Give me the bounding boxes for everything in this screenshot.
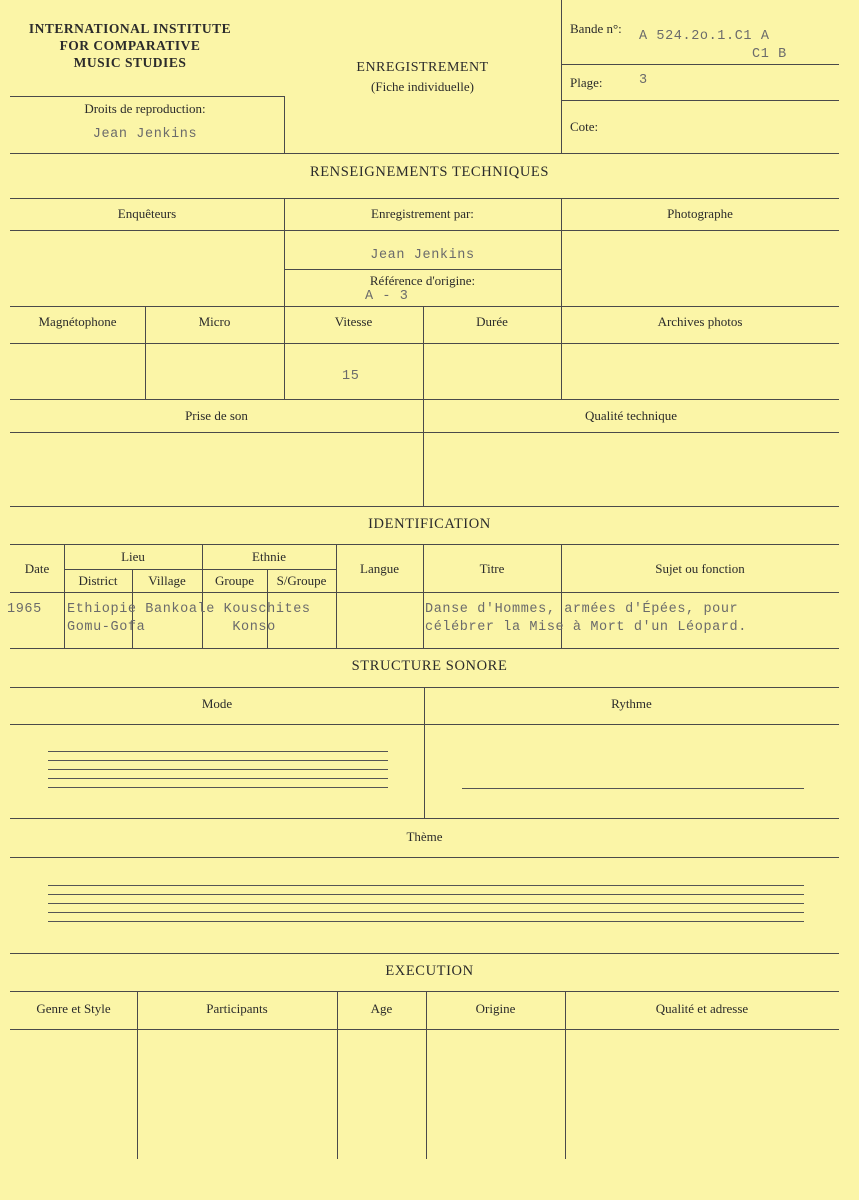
rule bbox=[10, 198, 839, 199]
staff-line bbox=[48, 885, 804, 886]
rule bbox=[561, 64, 839, 65]
titre-value-line-1: Danse d'Hommes, armées d'Épées, pour bbox=[425, 602, 739, 617]
enregistrement-par-value: Jean Jenkins bbox=[370, 248, 475, 263]
enqueteurs-label: Enquêteurs bbox=[117, 206, 177, 221]
plage-value: 3 bbox=[639, 73, 648, 88]
photographe-label: Photographe bbox=[667, 206, 733, 221]
staff-line bbox=[48, 903, 804, 904]
staff-line bbox=[48, 760, 388, 761]
identification-row-line-1: Ethiopie Bankoale Kouschites bbox=[67, 602, 311, 617]
micro-label: Micro bbox=[198, 314, 231, 329]
droits-label: Droits de reproduction: bbox=[84, 101, 206, 116]
rule bbox=[10, 648, 839, 649]
cote-label: Cote: bbox=[570, 119, 599, 134]
rule bbox=[10, 857, 839, 858]
institute-line-1: INTERNATIONAL INSTITUTE bbox=[28, 21, 232, 36]
archives-label: Archives photos bbox=[657, 314, 743, 329]
staff-line bbox=[48, 751, 388, 752]
section-structure-title: STRUCTURE SONORE bbox=[351, 658, 508, 674]
titre-value-line-2: célébrer la Mise à Mort d'un Léopard. bbox=[425, 620, 747, 635]
rule bbox=[10, 343, 839, 344]
rule bbox=[336, 544, 337, 648]
institute-line-2: FOR COMPARATIVE bbox=[59, 38, 201, 53]
staff-line bbox=[48, 787, 388, 788]
age-label: Age bbox=[370, 1001, 393, 1016]
form-title: ENREGISTREMENT bbox=[356, 60, 489, 75]
bande-label: Bande n°: bbox=[570, 21, 622, 36]
reference-label: Référence d'origine: bbox=[369, 273, 476, 288]
rule bbox=[10, 399, 839, 400]
theme-label: Thème bbox=[406, 829, 443, 844]
rule bbox=[10, 306, 839, 307]
genre-label: Genre et Style bbox=[36, 1001, 111, 1016]
date-value: 1965 bbox=[7, 602, 42, 617]
titre-label: Titre bbox=[479, 561, 505, 576]
prise-label: Prise de son bbox=[185, 408, 248, 423]
vitesse-label: Vitesse bbox=[334, 314, 373, 329]
village-label: Village bbox=[148, 573, 186, 588]
rule bbox=[10, 818, 839, 819]
district-label: District bbox=[78, 573, 118, 588]
section-technique-title: RENSEIGNEMENTS TECHNIQUES bbox=[309, 164, 550, 180]
langue-label: Langue bbox=[360, 561, 399, 576]
rule bbox=[10, 506, 839, 507]
rule bbox=[10, 544, 839, 545]
magnetophone-label: Magnétophone bbox=[38, 314, 117, 329]
rule bbox=[284, 306, 285, 399]
rule bbox=[10, 153, 839, 154]
rule bbox=[10, 991, 839, 992]
section-identification-title: IDENTIFICATION bbox=[368, 516, 491, 532]
staff-line bbox=[48, 769, 388, 770]
institute-line-3: MUSIC STUDIES bbox=[73, 55, 187, 70]
mode-label: Mode bbox=[201, 696, 233, 711]
header-divider bbox=[561, 0, 562, 153]
rule bbox=[337, 991, 338, 1159]
rule bbox=[423, 306, 424, 506]
bande-value-2: C1 B bbox=[752, 47, 787, 62]
rule bbox=[561, 198, 562, 399]
rule bbox=[64, 569, 336, 570]
rule bbox=[137, 991, 138, 1159]
rule bbox=[10, 432, 839, 433]
institute-name bbox=[5, 20, 255, 71]
participants-label: Participants bbox=[206, 1001, 268, 1016]
rythme-label: Rythme bbox=[611, 696, 652, 711]
staff-line bbox=[48, 778, 388, 779]
form-subtitle: (Fiche individuelle) bbox=[371, 79, 474, 94]
sujet-label: Sujet ou fonction bbox=[655, 561, 745, 576]
date-label: Date bbox=[24, 561, 50, 576]
rule bbox=[10, 96, 284, 97]
rule bbox=[284, 198, 285, 306]
staff-line bbox=[48, 921, 804, 922]
rule bbox=[565, 991, 566, 1159]
sgroupe-label: S/Groupe bbox=[276, 573, 327, 588]
droits-value: Jean Jenkins bbox=[92, 127, 198, 142]
groupe-label: Groupe bbox=[215, 573, 254, 588]
rule bbox=[10, 953, 839, 954]
origine-label: Origine bbox=[475, 1001, 516, 1016]
rule bbox=[426, 991, 427, 1159]
vitesse-value: 15 bbox=[342, 369, 360, 384]
qualite-adresse-label: Qualité et adresse bbox=[655, 1001, 749, 1016]
rule bbox=[424, 687, 425, 818]
duree-label: Durée bbox=[476, 314, 508, 329]
section-execution-title: EXECUTION bbox=[385, 963, 474, 979]
rule bbox=[145, 306, 146, 399]
rule bbox=[284, 269, 561, 270]
rythme-line bbox=[462, 788, 804, 789]
lieu-label: Lieu bbox=[121, 549, 145, 564]
rule bbox=[64, 544, 65, 648]
qualite-label: Qualité technique bbox=[584, 408, 678, 423]
rule bbox=[284, 96, 285, 153]
enregistrement-par-label: Enregistrement par: bbox=[371, 206, 474, 221]
rule bbox=[10, 230, 839, 231]
staff-line bbox=[48, 894, 804, 895]
rule bbox=[10, 1029, 839, 1030]
staff-line bbox=[48, 912, 804, 913]
reference-value: A - 3 bbox=[365, 289, 409, 304]
rule bbox=[10, 592, 839, 593]
bande-value-1: A 524.2o.1.C1 A bbox=[639, 29, 770, 44]
identification-row-line-2: Gomu-Gofa Konso bbox=[67, 620, 276, 635]
rule bbox=[423, 544, 424, 648]
ethnie-label: Ethnie bbox=[252, 549, 286, 564]
plage-label: Plage: bbox=[570, 75, 603, 90]
rule bbox=[561, 100, 839, 101]
